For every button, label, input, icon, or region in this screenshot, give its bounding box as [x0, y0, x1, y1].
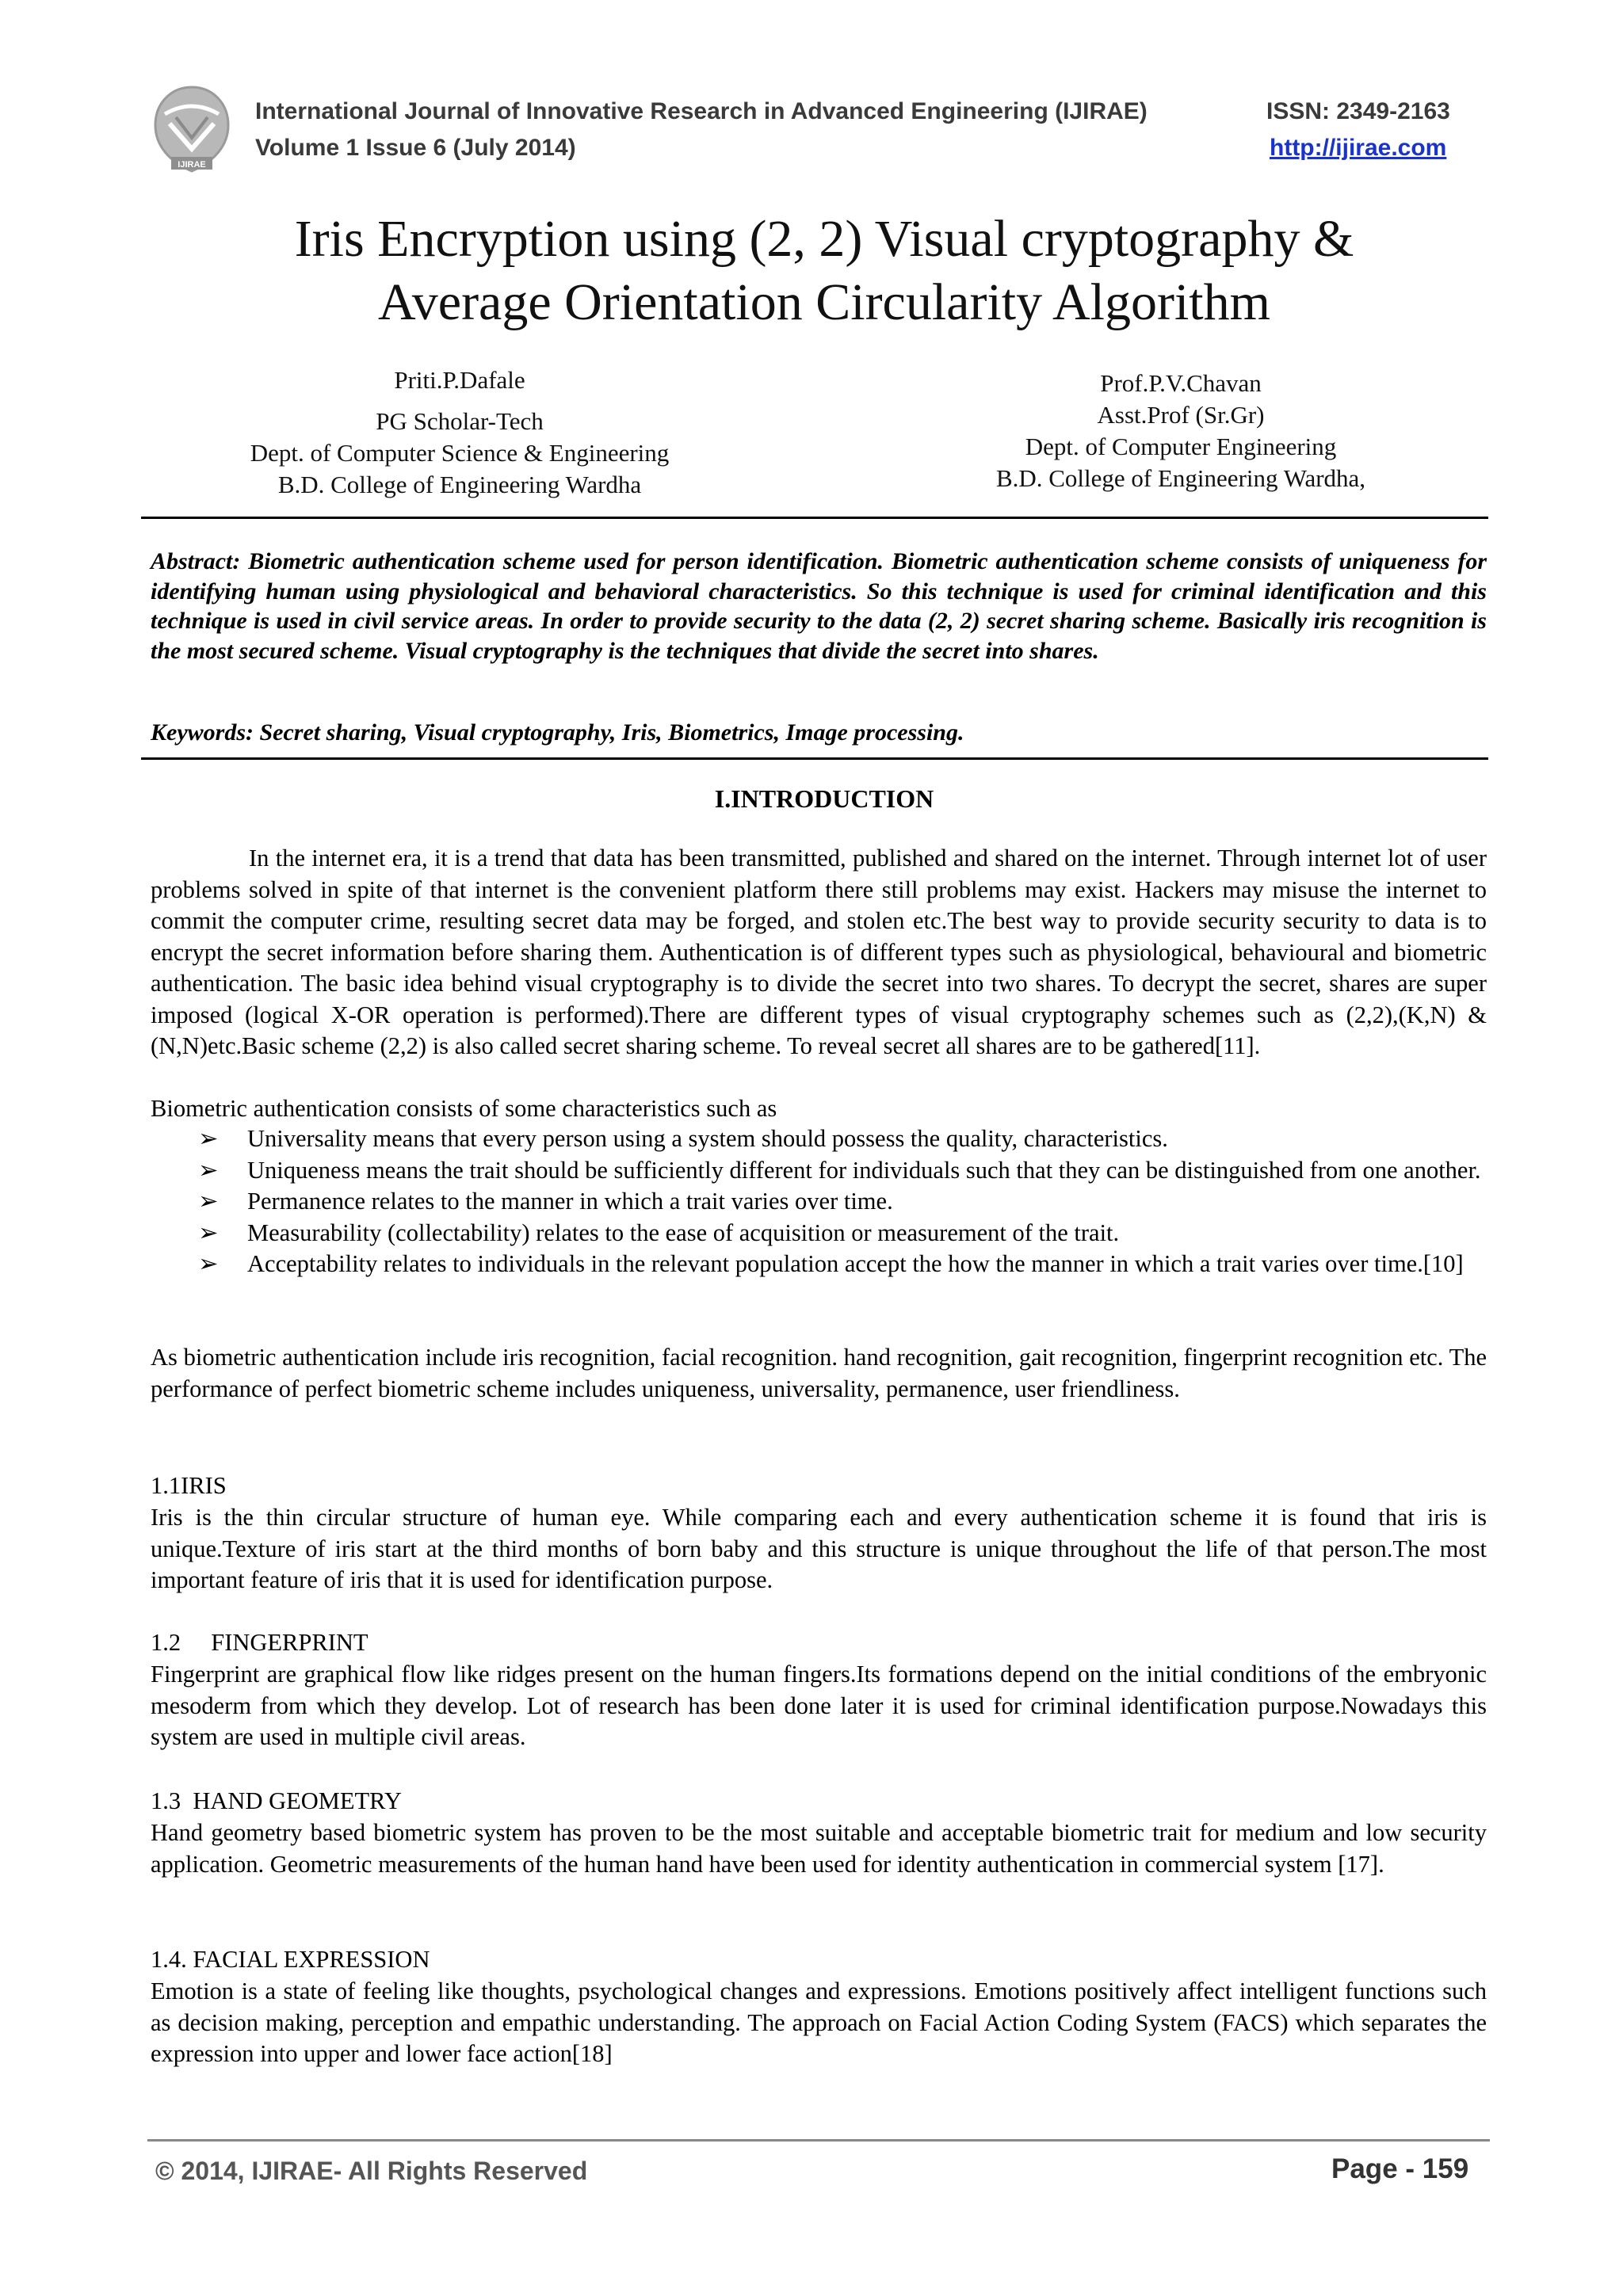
intro-paragraph-2: As biometric authentication include iris recognition, facial recognition. hand recognition, gait recognition, fingerprint recognition etc. The performance of perfect biometric scheme includes uniqueness, universality, permanence, user friendliness.	[151, 1344, 1487, 1402]
intro-lead: Biometric authentication consists of some characteristics such as	[151, 1095, 777, 1122]
author-2	[935, 368, 1426, 494]
section-heading-facial-expression: 1.4. FACIAL EXPRESSION	[151, 1946, 430, 1973]
author-2-role: Asst.Prof (Sr.Gr)	[1097, 401, 1265, 429]
author-2-dept: Dept. of Computer Engineering	[1025, 433, 1337, 460]
bullet-arrow-icon: ➢	[198, 1125, 219, 1152]
section-heading-iris: 1.1IRIS	[151, 1472, 227, 1499]
author-1-role: PG Scholar-Tech	[376, 407, 544, 435]
journal-link[interactable]: http://ijirae.com	[1270, 135, 1447, 161]
characteristics-list	[151, 1123, 1487, 1280]
issn: ISSN: 2349-2163	[1266, 98, 1450, 124]
author-2-college: B.D. College of Engineering Wardha,	[995, 464, 1366, 492]
author-1-dept: Dept. of Computer Science & Engineering	[250, 439, 670, 467]
author-1	[222, 364, 697, 396]
list-item: ➢ Uniqueness means the trait should be sufficiently different for individuals such that they can be distinguished from one another.	[151, 1155, 1487, 1187]
author-2-name: Prof.P.V.Chavan	[1100, 369, 1262, 397]
list-item: ➢ Permanence relates to the manner in which a trait varies over time.	[151, 1186, 1487, 1218]
list-item: ➢ Universality means that every person using a system should possess the quality, characteristics.	[151, 1123, 1487, 1155]
author-1-college: B.D. College of Engineering Wardha	[277, 471, 642, 498]
intro-paragraph: In the internet era, it is a trend that data has been transmitted, published and shared on the internet. Through internet lot of user problems solved in spite of that internet is the convenient platform there still problems may exist. Hackers may misuse the internet to commit the computer crime, resulting secret data may be forged, and stolen etc.The best way to provide security security to data is to encrypt the secret information before sharing them. Authentication is of different types such as physiological, behavioural and biometric authentication. The basic idea behind visual cryptography is to divide the secret into two shares. To decrypt the secret, shares are super imposed (logical X-OR operation is performed).There are different types of visual cryptography schemes such as (2,2),(K,N) & (N,N)etc.Basic scheme (2,2) is also called secret sharing scheme. To reveal secret all shares are to be gathered[11].	[151, 845, 1487, 1059]
bullet-arrow-icon: ➢	[198, 1156, 219, 1184]
bullet-arrow-icon: ➢	[198, 1219, 219, 1246]
volume-issue: Volume 1 Issue 6 (July 2014)	[255, 135, 576, 161]
abstract-divider	[141, 757, 1488, 760]
title-line-2: Average Orientation Circularity Algorithm	[378, 273, 1270, 331]
title-line-1: Iris Encryption using (2, 2) Visual cryptography &	[294, 210, 1354, 268]
page-number: Page - 159	[1331, 2153, 1469, 2184]
section-heading-hand-geometry: 1.3 HAND GEOMETRY	[151, 1787, 402, 1814]
svg-text:IJIRAE: IJIRAE	[178, 160, 206, 170]
author-1-affiliation	[214, 406, 705, 501]
header-divider	[141, 517, 1488, 519]
copyright: © 2014, IJIRAE- All Rights Reserved	[155, 2157, 588, 2185]
section-text-fingerprint: Fingerprint are graphical flow like ridges present on the human fingers.Its formations depend on the initial conditions of the embryonic mesoderm from which they develop. Lot of research has been done later it is used for criminal identification purpose.Nowadays this system are used in multiple civil areas.	[151, 1661, 1487, 1750]
section-heading-fingerprint: 1.2 FINGERPRINT	[151, 1629, 369, 1656]
bullet-arrow-icon: ➢	[198, 1188, 219, 1215]
list-item: ➢ Acceptability relates to individuals in the relevant population accept the how the manner in which a trait varies over time.[10]	[151, 1249, 1487, 1280]
footer-divider	[147, 2139, 1490, 2142]
paper-title	[127, 208, 1522, 334]
abstract: Abstract: Biometric authentication scheme used for person identification. Biometric authentication scheme consists of uniqueness for identifying human using physiological and behavioral characteristics. So this technique is used for criminal identification and this technique is used in civil service areas. In order to provide security to the data (2, 2) secret sharing scheme. Basically iris recognition is the most secured scheme. Visual cryptography is the techniques that divide the secret into shares.	[151, 548, 1487, 664]
keywords: Keywords: Secret sharing, Visual cryptography, Iris, Biometrics, Image processing.	[151, 719, 964, 746]
section-text-facial-expression: Emotion is a state of feeling like thoughts, psychological changes and expressions. Emotions positively affect intelligent functions such as decision making, perception and empathic understanding. The approach on Facial Action Coding System (FACS) which separates the expression into upper and lower face action[18]	[151, 1978, 1487, 2067]
journal-name: International Journal of Innovative Research in Advanced Engineering (IJIRAE)	[255, 98, 1148, 124]
journal-logo	[147, 82, 236, 181]
section-text-iris: Iris is the thin circular structure of human eye. While comparing each and every authentication scheme it is found that iris is unique.Texture of iris start at the third months of born baby and this structure is unique throughout the life of that person.The most important feature of iris that it is used for identification purpose.	[151, 1504, 1487, 1593]
section-text-hand-geometry: Hand geometry based biometric system has proven to be the most suitable and acceptable biometric trait for medium and low security application. Geometric measurements of the human hand have been used for identity authentication in commercial system [17].	[151, 1819, 1487, 1878]
list-item: ➢ Measurability (collectability) relates to the ease of acquisition or measurement of the trait.	[151, 1218, 1487, 1249]
introduction-heading: I.INTRODUCTION	[714, 784, 934, 813]
bullet-arrow-icon: ➢	[198, 1250, 219, 1277]
author-1-name: Priti.P.Dafale	[394, 366, 525, 394]
